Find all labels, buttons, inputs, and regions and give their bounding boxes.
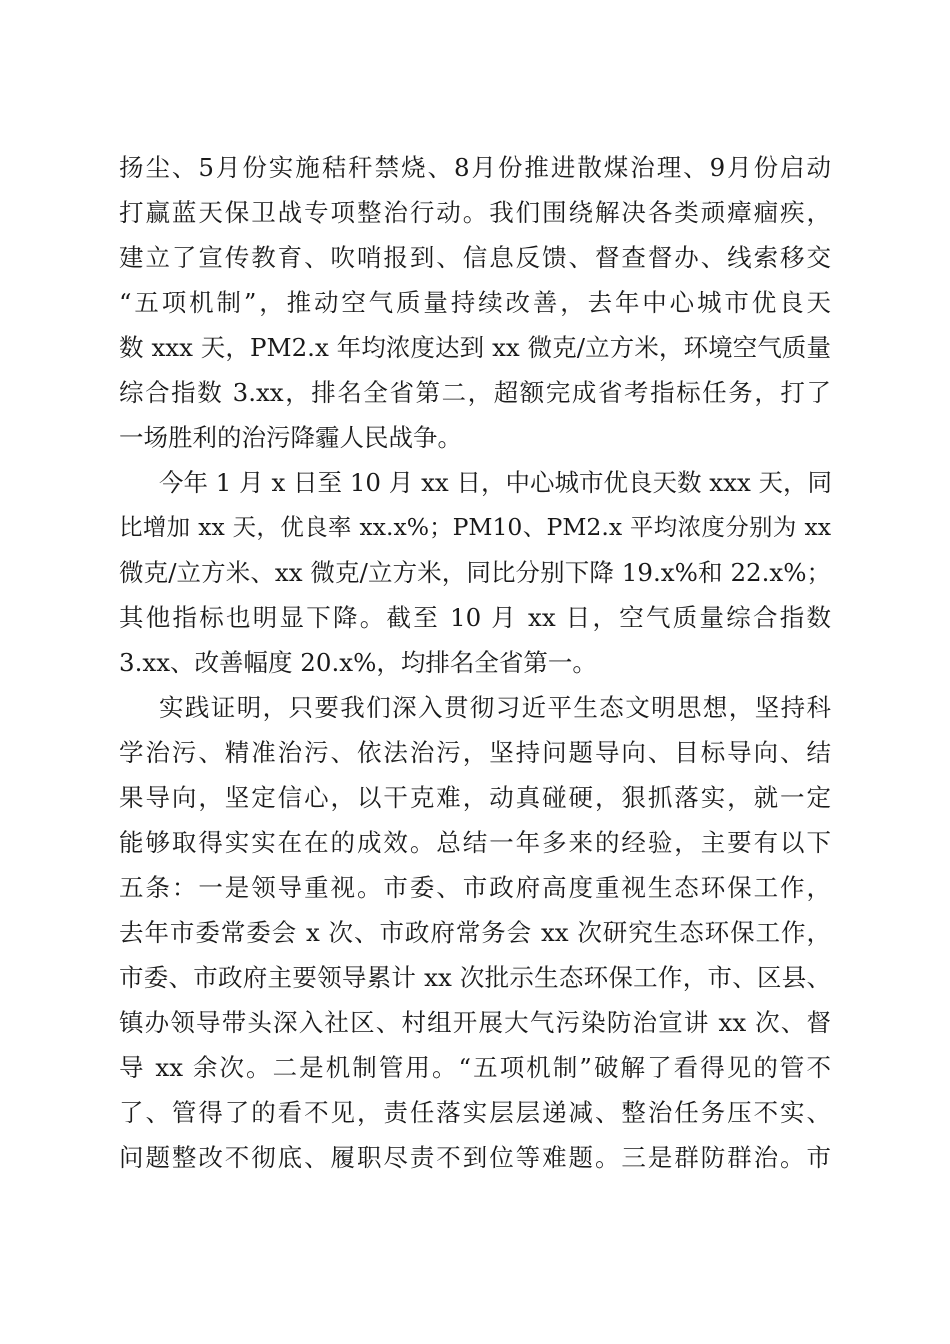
text-line: 了、管得了的看不见，责任落实层层递减、整治任务压不实、: [119, 1098, 831, 1127]
text-line: 学治污、精准治污、依法治污，坚持问题导向、目标导向、结: [119, 738, 831, 767]
text-line: 问题整改不彻底、履职尽责不到位等难题。三是群防群治。市: [119, 1143, 831, 1172]
text-line: 导 xx 余次。二是机制管用。“五项机制”破解了看得见的管不: [119, 1053, 831, 1082]
text-line: 打赢蓝天保卫战专项整治行动。我们围绕解决各类顽瘴痼疾，: [119, 198, 831, 227]
text-line: 数 xxx 天，PM2.x 年均浓度达到 xx 微克/立方米，环境空气质量: [119, 333, 831, 362]
text-line: 实践证明，只要我们深入贯彻习近平生态文明思想，坚持科: [159, 693, 831, 722]
text-line: 市委、市政府主要领导累计 xx 次批示生态环保工作，市、区县、: [119, 963, 831, 992]
text-line: 一场胜利的治污降霾人民战争。: [119, 423, 462, 452]
text-line: 比增加 xx 天，优良率 xx.x%；PM10、PM2.x 平均浓度分别为 xx: [119, 513, 831, 541]
text-line: 扬尘、5月份实施秸秆禁烧、8月份推进散煤治理、9月份启动: [119, 153, 831, 182]
text-line: 果导向，坚定信心，以干克难，动真碰硬，狠抓落实，就一定: [119, 783, 831, 812]
text-line: 微克/立方米、xx 微克/立方米，同比分别下降 19.x%和 22.x%；: [119, 558, 831, 587]
text-line: 去年市委常委会 x 次、市政府常务会 xx 次研究生态环保工作，: [119, 918, 831, 947]
text-line: “五项机制”，推动空气质量持续改善，去年中心城市优良天: [119, 288, 831, 317]
text-line: 其他指标也明显下降。截至 10 月 xx 日，空气质量综合指数: [119, 603, 831, 632]
text-line: 镇办领导带头深入社区、村组开展大气污染防治宣讲 xx 次、督: [119, 1008, 831, 1037]
text-line: 今年 1 月 x 日至 10 月 xx 日，中心城市优良天数 xxx 天，同: [159, 468, 833, 497]
body-text: [119, 145, 831, 1180]
text-line: 建立了宣传教育、吹哨报到、信息反馈、督查督办、线索移交: [119, 243, 831, 272]
text-line: 能够取得实实在在的成效。总结一年多来的经验，主要有以下: [119, 828, 831, 857]
text-line: 五条：一是领导重视。市委、市政府高度重视生态环保工作，: [119, 873, 831, 902]
text-line: 3.xx、改善幅度 20.x%，均排名全省第一。: [119, 648, 597, 677]
text-line: 综合指数 3.xx，排名全省第二，超额完成省考指标任务，打了: [119, 378, 831, 407]
